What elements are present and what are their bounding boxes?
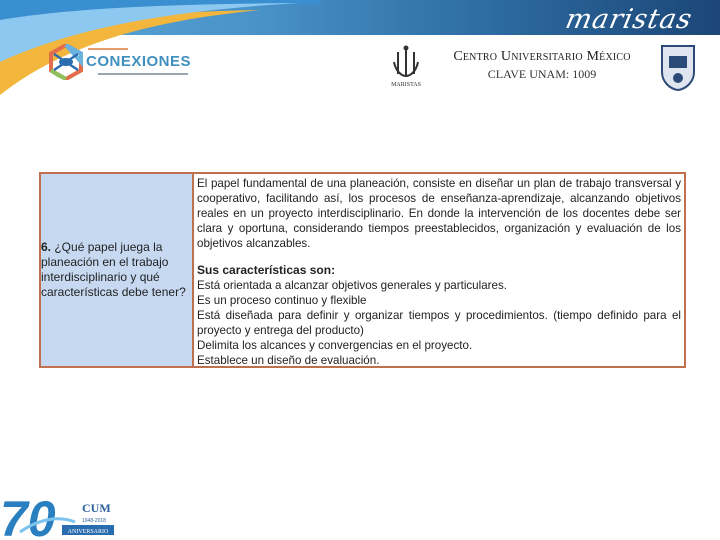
- question-body: ¿Qué papel juega la planeación en el trabajo interdisciplinario y qué características debe tener?: [41, 240, 186, 299]
- anniversary-logo: [0, 488, 120, 540]
- conexiones-name: CONEXIONES: [86, 53, 192, 70]
- anniversary-years: 1948-2018: [82, 518, 106, 524]
- conexiones-tagline-bottom: [98, 73, 188, 75]
- anniversary-number: 70: [0, 491, 56, 540]
- characteristic-item: Está diseñada para definir y organizar tiempos y procedimientos. (tiempo definido para el proyecto y entrega del producto): [197, 309, 681, 337]
- unam-seal-icon: [659, 42, 697, 92]
- conexiones-logo: [48, 44, 198, 84]
- institution-title: Centro Universitario México: [453, 49, 631, 64]
- characteristic-item: Establece un diseño de evaluación.: [197, 354, 380, 367]
- svg-text:MARISTAS: MARISTAS: [391, 82, 421, 88]
- maristas-wordmark: maristas: [562, 4, 696, 35]
- characteristic-item: Delimita los alcances y convergencias en el proyecto.: [197, 339, 473, 352]
- characteristics-heading: Sus características son:: [197, 263, 336, 277]
- question-number: 6.: [41, 240, 52, 254]
- institution-subtitle: CLAVE UNAM: 1009: [487, 67, 597, 81]
- hexagon-network-icon: [48, 44, 84, 80]
- marist-crest-icon: [386, 42, 426, 90]
- question-text: [41, 240, 193, 300]
- answer-paragraph: El papel fundamental de una planeación, consiste en diseñar un plan de trabajo transversal y cooperativo, facilitando así, los procesos de enseñanza-aprendizaje, alcanzando objetivos reales en un proyecto interdisciplinario. En donde la intervención de los docentes debe ser clara y oportuna, considerando tiempos preestablecidos, organización y evaluación de los objetivos alcanzables.: [197, 177, 681, 250]
- characteristic-item: Está orientada a alcanzar objetivos generales y particulares.: [197, 279, 507, 292]
- qa-table: [39, 172, 686, 368]
- question-cell: [41, 174, 194, 366]
- answer-cell: [194, 174, 684, 366]
- anniversary-label: ANIVERSARIO: [67, 529, 109, 535]
- org-mark: CUM: [82, 501, 111, 515]
- characteristic-item: Es un proceso continuo y flexible: [197, 294, 367, 307]
- conexiones-tagline-top: [88, 48, 128, 50]
